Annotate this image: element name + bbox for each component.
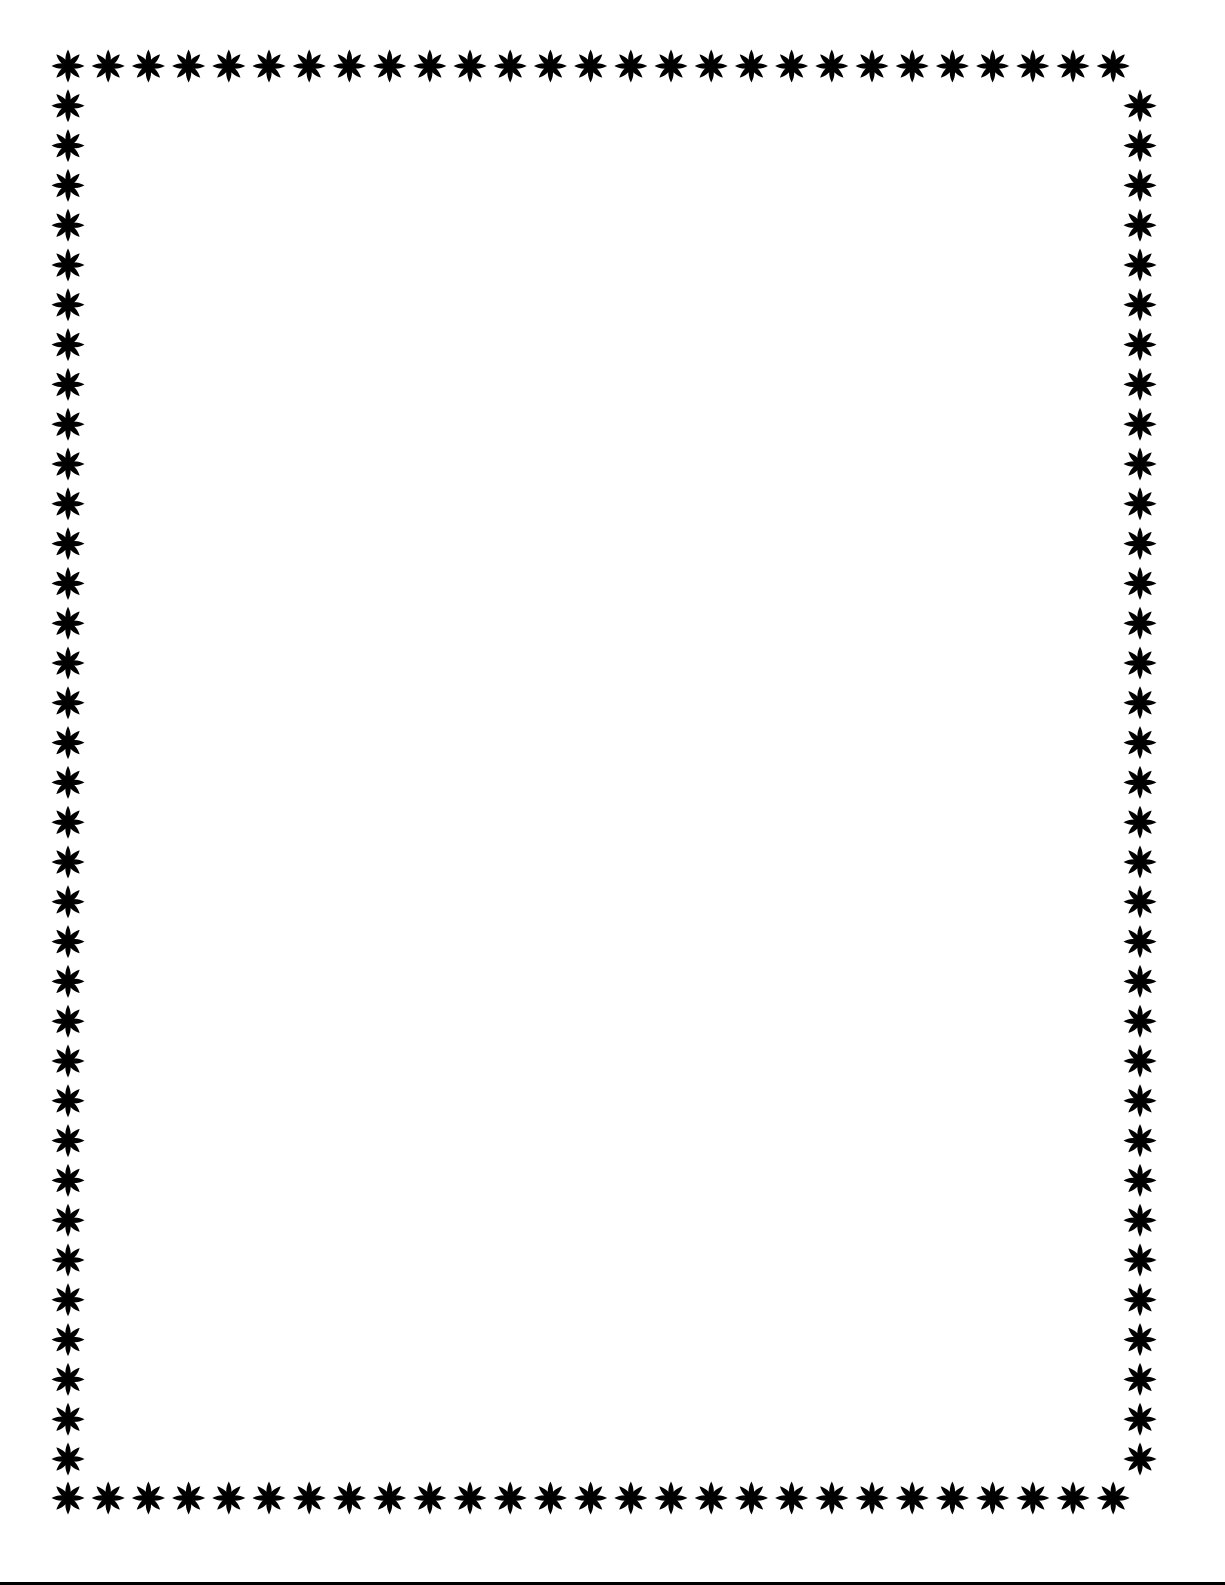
eight-petal-flower-icon — [52, 1283, 85, 1316]
eight-petal-flower-icon — [1097, 1482, 1130, 1515]
eight-petal-flower-icon — [333, 1482, 366, 1515]
eight-petal-flower-icon — [52, 1045, 85, 1078]
eight-petal-flower-icon — [695, 1482, 728, 1515]
eight-petal-flower-icon — [1124, 89, 1157, 122]
eight-petal-flower-icon — [1124, 408, 1157, 441]
page-body — [110, 110, 1115, 1455]
eight-petal-flower-icon — [52, 726, 85, 759]
eight-petal-flower-icon — [534, 1482, 567, 1515]
eight-petal-flower-icon — [1097, 50, 1130, 83]
eight-petal-flower-icon — [52, 846, 85, 879]
eight-petal-flower-icon — [52, 288, 85, 321]
eight-petal-flower-icon — [1016, 50, 1049, 83]
eight-petal-flower-icon — [1124, 1244, 1157, 1277]
eight-petal-flower-icon — [976, 1482, 1009, 1515]
eight-petal-flower-icon — [1124, 1164, 1157, 1197]
eight-petal-flower-icon — [815, 50, 848, 83]
eight-petal-flower-icon — [896, 50, 929, 83]
eight-petal-flower-icon — [494, 1482, 527, 1515]
eight-petal-flower-icon — [1124, 249, 1157, 282]
eight-petal-flower-icon — [1124, 567, 1157, 600]
eight-petal-flower-icon — [1124, 288, 1157, 321]
eight-petal-flower-icon — [1124, 885, 1157, 918]
eight-petal-flower-icon — [52, 1005, 85, 1038]
eight-petal-flower-icon — [52, 328, 85, 361]
eight-petal-flower-icon — [52, 885, 85, 918]
eight-petal-flower-icon — [1124, 846, 1157, 879]
eight-petal-flower-icon — [52, 1443, 85, 1476]
eight-petal-flower-icon — [1057, 1482, 1090, 1515]
eight-petal-flower-icon — [896, 1482, 929, 1515]
eight-petal-flower-icon — [52, 169, 85, 202]
eight-petal-flower-icon — [132, 50, 165, 83]
eight-petal-flower-icon — [1016, 1482, 1049, 1515]
eight-petal-flower-icon — [856, 50, 889, 83]
eight-petal-flower-icon — [1124, 806, 1157, 839]
eight-petal-flower-icon — [1124, 1045, 1157, 1078]
eight-petal-flower-icon — [574, 50, 607, 83]
eight-petal-flower-icon — [52, 1084, 85, 1117]
eight-petal-flower-icon — [1124, 647, 1157, 680]
eight-petal-flower-icon — [293, 1482, 326, 1515]
eight-petal-flower-icon — [52, 1403, 85, 1436]
eight-petal-flower-icon — [1124, 328, 1157, 361]
eight-petal-flower-icon — [1124, 1084, 1157, 1117]
eight-petal-flower-icon — [1124, 527, 1157, 560]
eight-petal-flower-icon — [52, 607, 85, 640]
eight-petal-flower-icon — [52, 129, 85, 162]
eight-petal-flower-icon — [52, 50, 85, 83]
eight-petal-flower-icon — [1124, 209, 1157, 242]
eight-petal-flower-icon — [52, 249, 85, 282]
eight-petal-flower-icon — [52, 408, 85, 441]
eight-petal-flower-icon — [1124, 1323, 1157, 1356]
eight-petal-flower-icon — [52, 1323, 85, 1356]
eight-petal-flower-icon — [936, 1482, 969, 1515]
eight-petal-flower-icon — [614, 50, 647, 83]
eight-petal-flower-icon — [52, 1204, 85, 1237]
eight-petal-flower-icon — [454, 1482, 487, 1515]
eight-petal-flower-icon — [253, 1482, 286, 1515]
eight-petal-flower-icon — [976, 50, 1009, 83]
eight-petal-flower-icon — [52, 567, 85, 600]
eight-petal-flower-icon — [92, 50, 125, 83]
eight-petal-flower-icon — [52, 925, 85, 958]
eight-petal-flower-icon — [1124, 607, 1157, 640]
eight-petal-flower-icon — [534, 50, 567, 83]
eight-petal-flower-icon — [52, 1244, 85, 1277]
eight-petal-flower-icon — [333, 50, 366, 83]
eight-petal-flower-icon — [52, 806, 85, 839]
eight-petal-flower-icon — [1124, 1204, 1157, 1237]
eight-petal-flower-icon — [1124, 448, 1157, 481]
eight-petal-flower-icon — [52, 448, 85, 481]
eight-petal-flower-icon — [52, 1164, 85, 1197]
eight-petal-flower-icon — [1124, 368, 1157, 401]
eight-petal-flower-icon — [574, 1482, 607, 1515]
eight-petal-flower-icon — [212, 50, 245, 83]
eight-petal-flower-icon — [655, 50, 688, 83]
eight-petal-flower-icon — [1124, 686, 1157, 719]
eight-petal-flower-icon — [52, 1124, 85, 1157]
eight-petal-flower-icon — [1124, 1403, 1157, 1436]
eight-petal-flower-icon — [293, 50, 326, 83]
eight-petal-flower-icon — [413, 1482, 446, 1515]
eight-petal-flower-icon — [52, 209, 85, 242]
eight-petal-flower-icon — [52, 1482, 85, 1515]
eight-petal-flower-icon — [1124, 925, 1157, 958]
eight-petal-flower-icon — [52, 965, 85, 998]
eight-petal-flower-icon — [52, 368, 85, 401]
eight-petal-flower-icon — [655, 1482, 688, 1515]
eight-petal-flower-icon — [1124, 487, 1157, 520]
eight-petal-flower-icon — [775, 1482, 808, 1515]
eight-petal-flower-icon — [1124, 1283, 1157, 1316]
eight-petal-flower-icon — [1124, 726, 1157, 759]
eight-petal-flower-icon — [52, 686, 85, 719]
eight-petal-flower-icon — [52, 487, 85, 520]
eight-petal-flower-icon — [735, 1482, 768, 1515]
eight-petal-flower-icon — [212, 1482, 245, 1515]
eight-petal-flower-icon — [856, 1482, 889, 1515]
eight-petal-flower-icon — [1124, 965, 1157, 998]
eight-petal-flower-icon — [172, 1482, 205, 1515]
eight-petal-flower-icon — [735, 50, 768, 83]
eight-petal-flower-icon — [253, 50, 286, 83]
eight-petal-flower-icon — [775, 50, 808, 83]
eight-petal-flower-icon — [1124, 1363, 1157, 1396]
eight-petal-flower-icon — [494, 50, 527, 83]
eight-petal-flower-icon — [172, 50, 205, 83]
eight-petal-flower-icon — [52, 527, 85, 560]
eight-petal-flower-icon — [52, 89, 85, 122]
eight-petal-flower-icon — [815, 1482, 848, 1515]
eight-petal-flower-icon — [1124, 766, 1157, 799]
eight-petal-flower-icon — [52, 1363, 85, 1396]
eight-petal-flower-icon — [92, 1482, 125, 1515]
eight-petal-flower-icon — [413, 50, 446, 83]
eight-petal-flower-icon — [373, 50, 406, 83]
eight-petal-flower-icon — [373, 1482, 406, 1515]
eight-petal-flower-icon — [614, 1482, 647, 1515]
eight-petal-flower-icon — [454, 50, 487, 83]
eight-petal-flower-icon — [1124, 1005, 1157, 1038]
eight-petal-flower-icon — [1124, 1443, 1157, 1476]
eight-petal-flower-icon — [1124, 1124, 1157, 1157]
eight-petal-flower-icon — [1057, 50, 1090, 83]
eight-petal-flower-icon — [52, 766, 85, 799]
eight-petal-flower-icon — [52, 647, 85, 680]
eight-petal-flower-icon — [936, 50, 969, 83]
eight-petal-flower-icon — [695, 50, 728, 83]
eight-petal-flower-icon — [1124, 169, 1157, 202]
eight-petal-flower-icon — [1124, 129, 1157, 162]
eight-petal-flower-icon — [132, 1482, 165, 1515]
